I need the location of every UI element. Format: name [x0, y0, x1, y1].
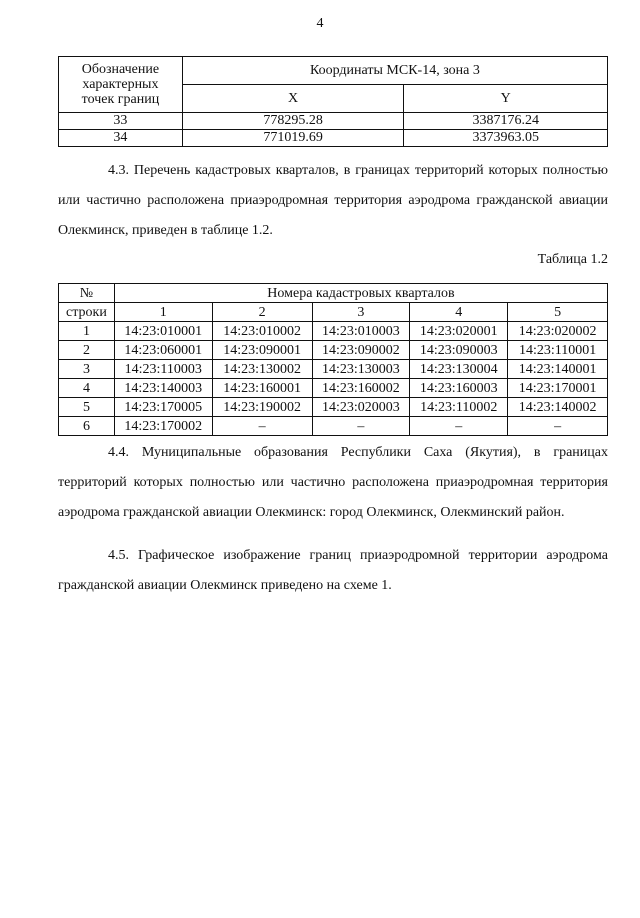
table-row: [59, 130, 608, 147]
quarter-cell: 14:23:170005: [114, 398, 212, 417]
quarter-cell: 14:23:110002: [410, 398, 508, 417]
header-point-designation: [59, 57, 183, 113]
paragraph-4-3: [58, 156, 608, 246]
quarter-cell: 14:23:110003: [114, 360, 212, 379]
row-number: 3: [59, 360, 115, 379]
table-row: [59, 398, 608, 417]
table-header-row: [59, 284, 608, 303]
quarter-cell: 14:23:090002: [312, 341, 410, 360]
header-x: X: [182, 85, 404, 113]
row-number: 5: [59, 398, 115, 417]
quarter-cell: 14:23:160002: [312, 379, 410, 398]
table-row: [59, 379, 608, 398]
table-row: [59, 113, 608, 130]
quarter-cell: –: [508, 417, 608, 436]
row-number: 4: [59, 379, 115, 398]
quarter-cell: 14:23:020002: [508, 322, 608, 341]
y-cell: 3373963.05: [404, 130, 608, 147]
column-number: 3: [312, 303, 410, 322]
table-header-row: [59, 57, 608, 85]
x-cell: 778295.28: [182, 113, 404, 130]
quarter-cell: 14:23:170002: [114, 417, 212, 436]
column-number: 5: [508, 303, 608, 322]
quarter-cell: 14:23:130004: [410, 360, 508, 379]
coordinates-table: [58, 56, 608, 147]
header-row-label: строки: [59, 303, 115, 322]
quarter-cell: 14:23:110001: [508, 341, 608, 360]
quarter-cell: 14:23:190002: [212, 398, 312, 417]
header-line: Обозначение: [81, 62, 160, 77]
quarter-cell: 14:23:170001: [508, 379, 608, 398]
point-cell: 34: [59, 130, 183, 147]
column-number: 1: [114, 303, 212, 322]
quarter-cell: 14:23:140002: [508, 398, 608, 417]
column-number: 4: [410, 303, 508, 322]
quarter-cell: –: [410, 417, 508, 436]
quarter-cell: 14:23:140003: [114, 379, 212, 398]
quarter-cell: 14:23:160003: [410, 379, 508, 398]
header-line: точек границ: [81, 92, 160, 107]
quarter-cell: 14:23:140001: [508, 360, 608, 379]
quarter-cell: 14:23:130003: [312, 360, 410, 379]
header-y: Y: [404, 85, 608, 113]
table-caption: Таблица 1.2: [537, 252, 608, 267]
x-cell: 771019.69: [182, 130, 404, 147]
table-row: [59, 417, 608, 436]
paragraph-4-4: [58, 438, 608, 528]
quarter-cell: –: [212, 417, 312, 436]
row-number: 1: [59, 322, 115, 341]
paragraph-4-5: [58, 541, 608, 601]
table-row: [59, 322, 608, 341]
paragraph-text: 4.4. Муниципальные образования Республики Саха (Якутия), в границах территорий которых полностью или частично расположена приаэродромная территория аэродрома гражданской авиации Олекминск: город Олекминск, Олекминский район.: [58, 445, 608, 520]
quarter-cell: 14:23:090003: [410, 341, 508, 360]
table-row: [59, 360, 608, 379]
page-number: 4: [316, 16, 324, 31]
cadastral-quarters-table: [58, 283, 608, 436]
paragraph-text: 4.5. Графическое изображение границ приаэродромной территории аэродрома гражданской авиации Олекминск приведено на схеме 1.: [58, 548, 608, 593]
quarter-cell: 14:23:010001: [114, 322, 212, 341]
paragraph-text: 4.3. Перечень кадастровых кварталов, в границах территорий которых полностью или частично расположена приаэродромная территория аэродрома гражданской авиации Олекминск, приведен в таблице 1.2.: [58, 163, 608, 238]
quarter-cell: 14:23:160001: [212, 379, 312, 398]
column-number: 2: [212, 303, 312, 322]
header-line: характерных: [82, 77, 159, 92]
point-cell: 33: [59, 113, 183, 130]
row-number: 6: [59, 417, 115, 436]
row-number: 2: [59, 341, 115, 360]
quarter-cell: 14:23:020001: [410, 322, 508, 341]
quarter-cell: 14:23:060001: [114, 341, 212, 360]
table-row: [59, 341, 608, 360]
quarter-cell: –: [312, 417, 410, 436]
quarter-cell: 14:23:010002: [212, 322, 312, 341]
quarter-cell: 14:23:090001: [212, 341, 312, 360]
header-row-number-symbol: №: [59, 284, 115, 303]
quarter-cell: 14:23:130002: [212, 360, 312, 379]
table-header-row: [59, 303, 608, 322]
quarter-cell: 14:23:010003: [312, 322, 410, 341]
quarter-cell: 14:23:020003: [312, 398, 410, 417]
header-coordinate-system: Координаты МСК-14, зона 3: [182, 57, 607, 85]
header-quarter-numbers: Номера кадастровых кварталов: [114, 284, 607, 303]
y-cell: 3387176.24: [404, 113, 608, 130]
